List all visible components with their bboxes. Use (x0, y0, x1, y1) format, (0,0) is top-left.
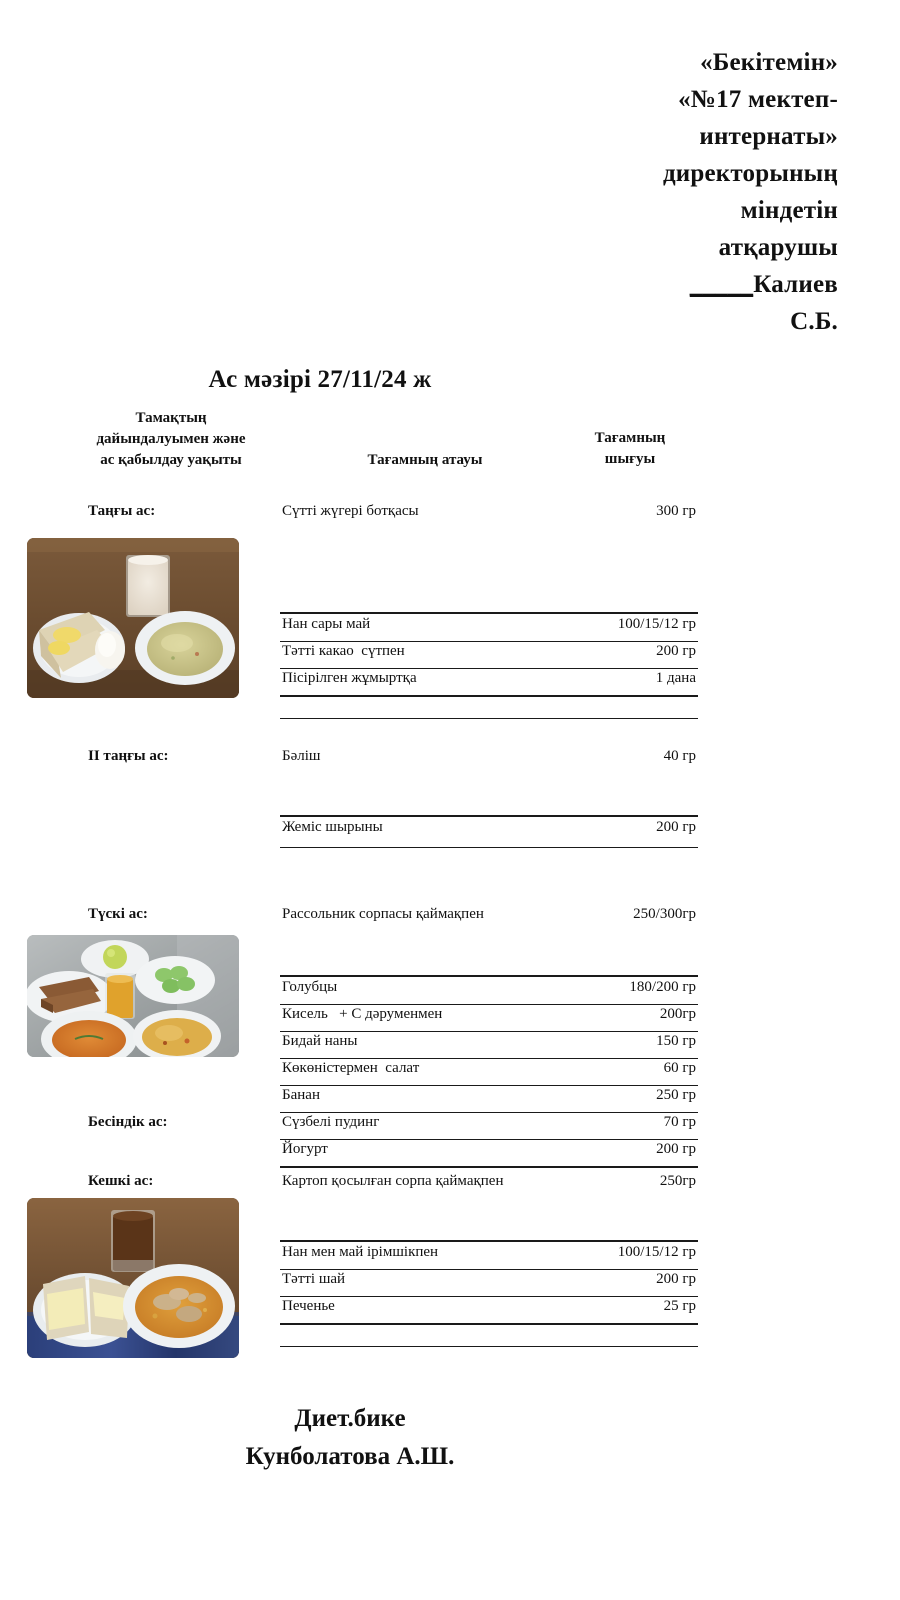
signature-blank-line: _____ (689, 271, 754, 298)
approval-line-2: «№17 мектеп- (678, 86, 838, 113)
column-header-time: Тамақтың дайындалуымен және ас қабылдау уақыты (96, 410, 246, 468)
dish-portion: 200 гр (656, 819, 696, 835)
dish-name: Сүтті жүгері ботқасы (282, 503, 419, 519)
footer-role: Диет.бике (294, 1405, 406, 1432)
dish-portion: 250гр (659, 1173, 696, 1189)
table-row (280, 817, 698, 844)
meal-label-lunch: Түскі ас: (88, 906, 148, 922)
dish-name: Көкөністермен салат (282, 1060, 420, 1076)
dish-portion: 200 гр (656, 1271, 696, 1287)
dish-name: Тәтті какао сүтпен (282, 643, 405, 659)
table-row (280, 614, 698, 642)
section-rule (280, 695, 698, 697)
dish-name: Пісірілген жұмыртқа (282, 670, 417, 686)
table-row (280, 668, 698, 695)
table-row (280, 501, 698, 528)
table-row (280, 1031, 698, 1059)
dish-portion: 25 гр (663, 1298, 696, 1314)
section-rule (280, 1346, 698, 1347)
table-row (280, 1171, 698, 1198)
section-rule (280, 1323, 698, 1325)
dish-portion: 200гр (659, 1006, 696, 1022)
section-rule (280, 718, 698, 719)
dish-name: Бәліш (282, 748, 321, 764)
breakfast-photo-image (27, 538, 239, 698)
dish-portion: 250 гр (656, 1087, 696, 1103)
dish-portion: 100/15/12 гр (617, 616, 696, 632)
dish-name: Голубцы (282, 979, 338, 995)
table-row (280, 904, 698, 931)
meal-label-breakfast: Таңғы ас: (88, 503, 156, 519)
section-rule (280, 1166, 698, 1168)
meal-label-second-breakfast: II таңғы ас: (88, 748, 169, 764)
dish-name: Нан сары май (282, 616, 371, 632)
dish-name: Бидай наны (282, 1033, 358, 1049)
meal-label-dinner: Кешкі ас: (88, 1173, 154, 1189)
table-row (280, 1139, 698, 1166)
column-header-portion: Тағамның шығуы (594, 430, 666, 467)
footer-signature (0, 1400, 700, 1476)
approval-line-6: атқарушы (718, 234, 838, 261)
dinner-photo (27, 1198, 239, 1358)
dish-portion: 40 гр (663, 748, 696, 764)
dish-name: Тәтті шай (282, 1271, 346, 1287)
dish-name: Нан мен май ірімшікпен (282, 1244, 439, 1260)
section-rule (280, 847, 698, 848)
table-row (280, 1058, 698, 1086)
dish-name: Сүзбелі пудинг (282, 1114, 380, 1130)
dish-portion: 200 гр (656, 1141, 696, 1157)
dish-name: Кисель + С дәруменмен (282, 1006, 443, 1022)
lunch-photo (27, 935, 239, 1057)
dish-portion: 250/300гр (633, 906, 696, 922)
table-row (280, 1296, 698, 1323)
lunch-photo-image (27, 935, 239, 1057)
dish-portion: 180/200 гр (629, 979, 696, 995)
dish-name: Банан (282, 1087, 320, 1103)
table-row (280, 1004, 698, 1032)
signature-name: Калиев (753, 271, 838, 298)
approval-line-1: «Бекітемін» (700, 49, 838, 76)
dinner-photo-image (27, 1198, 239, 1358)
signature-initials: С.Б. (790, 308, 838, 335)
dish-portion: 100/15/12 гр (617, 1244, 696, 1260)
meal-label-afternoon-snack: Бесіндік ас: (88, 1114, 168, 1130)
dish-portion: 60 гр (663, 1060, 696, 1076)
table-row (280, 1085, 698, 1113)
dish-portion: 70 гр (663, 1114, 696, 1130)
dish-portion: 1 дана (655, 670, 696, 686)
dish-portion: 300 гр (656, 503, 696, 519)
table-row (280, 977, 698, 1005)
page-title: Ас мәзірі 27/11/24 ж (208, 366, 432, 393)
dish-name: Картоп қосылған сорпа қаймақпен (282, 1173, 504, 1189)
dish-name: Жеміс шырыны (282, 819, 383, 835)
dish-portion: 200 гр (656, 643, 696, 659)
dish-name: Печенье (282, 1298, 335, 1314)
table-row (280, 1242, 698, 1270)
footer-name: Кунболатова А.Ш. (245, 1443, 455, 1470)
column-header-dish: Тағамның атауы (367, 452, 483, 468)
dish-name: Йогурт (282, 1141, 328, 1157)
table-row (280, 746, 698, 773)
breakfast-photo (27, 538, 239, 698)
dish-name: Рассольник сорпасы қаймақпен (282, 906, 484, 922)
table-row (280, 1112, 698, 1140)
approval-line-3: интернаты» (699, 123, 838, 150)
approval-line-5: міндетін (740, 197, 838, 224)
table-row (280, 1269, 698, 1297)
dish-portion: 150 гр (656, 1033, 696, 1049)
approval-line-4: директорының (662, 160, 838, 187)
table-row (280, 641, 698, 669)
